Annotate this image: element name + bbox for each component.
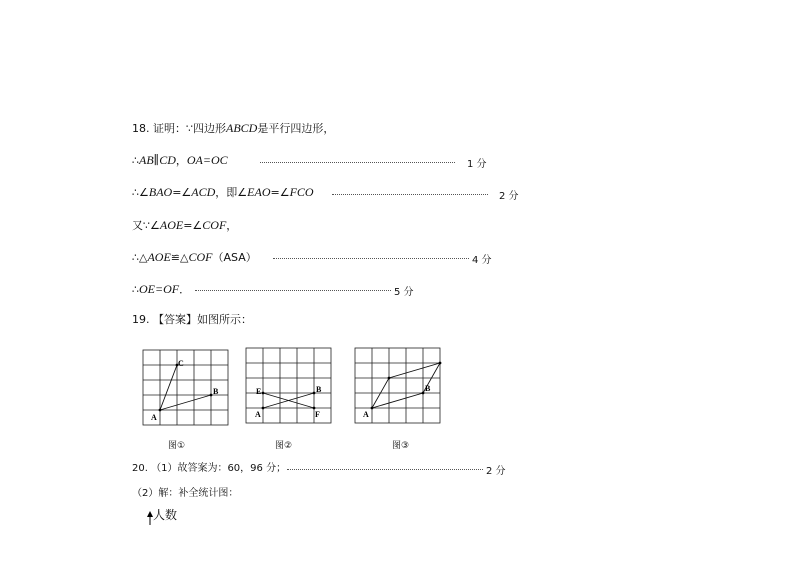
l5-end: ． [179, 283, 191, 296]
q18-line-1 [132, 153, 228, 168]
q18-line-2 [132, 185, 314, 200]
l2-c: EAO [247, 185, 271, 199]
l1-ab: AB [139, 153, 154, 167]
figure-1-grid [142, 349, 232, 429]
g1-label-c: C [178, 359, 184, 368]
g2-label-f: F [315, 410, 320, 419]
chart-y-axis-label: 人数 [153, 508, 178, 522]
l4-leader [273, 258, 469, 259]
q18-line-3 [132, 218, 237, 233]
g3-label-b: B [425, 384, 431, 393]
l1-sep: ， [175, 154, 187, 167]
l4-cong: ≌△ [170, 251, 189, 264]
figure-2-caption: 图② [275, 441, 293, 451]
l2-sym: ∴∠ [132, 186, 149, 199]
l3-eq: =∠ [183, 219, 203, 232]
segment-ab [160, 395, 211, 410]
g2-label-e: E [256, 387, 262, 396]
q20-line-1: 20. （1）故答案为：60，96 分； [132, 463, 287, 474]
l4-score: 4 分 [472, 255, 492, 266]
l5-leader [195, 290, 391, 291]
l2-mid: ，即∠ [215, 186, 248, 199]
l2-eq: =∠ [172, 186, 192, 199]
q18-intro-abcd: ABCD [226, 121, 258, 135]
q20-line-2: （2）解：补全统计图： [132, 488, 239, 499]
q19-title: 19. 【答案】如图所示： [132, 313, 252, 326]
l1-score: 1 分 [467, 159, 487, 170]
segment-ac [160, 365, 177, 410]
l1-cd: CD [159, 153, 176, 167]
q18-intro-text-a: 证明：∵四边形 [153, 122, 226, 135]
g1-label-a: A [151, 413, 157, 422]
l3-end: ， [226, 219, 238, 232]
l1-par: ∥ [153, 153, 160, 167]
g1-label-b: B [213, 387, 219, 396]
q18-number: 18. [132, 122, 150, 135]
figure-1-caption: 图① [168, 441, 186, 451]
q18-intro-text-b: 是平行四边形， [257, 122, 335, 135]
g2-label-a: A [255, 410, 261, 419]
l3-a: 又∵∠ [132, 219, 160, 232]
l1-leader [260, 162, 455, 163]
q18-line-5 [132, 282, 190, 297]
l5-b: OE=OF [139, 282, 180, 296]
figure-3-caption: 图③ [392, 441, 410, 451]
l3-c: COF [202, 218, 227, 232]
figure-3-grid [354, 347, 444, 427]
l1-sym: ∴ [132, 154, 139, 167]
g2-label-b: B [316, 385, 322, 394]
l1-eq: OA=OC [186, 153, 228, 167]
l2-score: 2 分 [499, 191, 519, 202]
q20-leader [287, 469, 483, 470]
l5-a: ∴ [132, 283, 139, 296]
l2-eq2: =∠ [270, 186, 290, 199]
l5-score: 5 分 [394, 287, 414, 298]
l2-leader [332, 194, 488, 195]
l3-b: AOE [159, 218, 184, 232]
q18-line-intro [132, 121, 334, 136]
l2-a: BAO [148, 185, 173, 199]
q20-line1-score: 2 分 [486, 466, 506, 477]
l2-d: FCO [289, 185, 314, 199]
l4-b: AOE [147, 250, 171, 264]
q18-line-4 [132, 250, 257, 265]
l4-a: ∴△ [132, 251, 148, 264]
l4-c: COF [188, 250, 213, 264]
l4-d: （ASA） [212, 251, 257, 264]
figure-2-grid [245, 347, 335, 427]
l2-b: ACD [191, 185, 216, 199]
g3-label-a: A [363, 410, 369, 419]
